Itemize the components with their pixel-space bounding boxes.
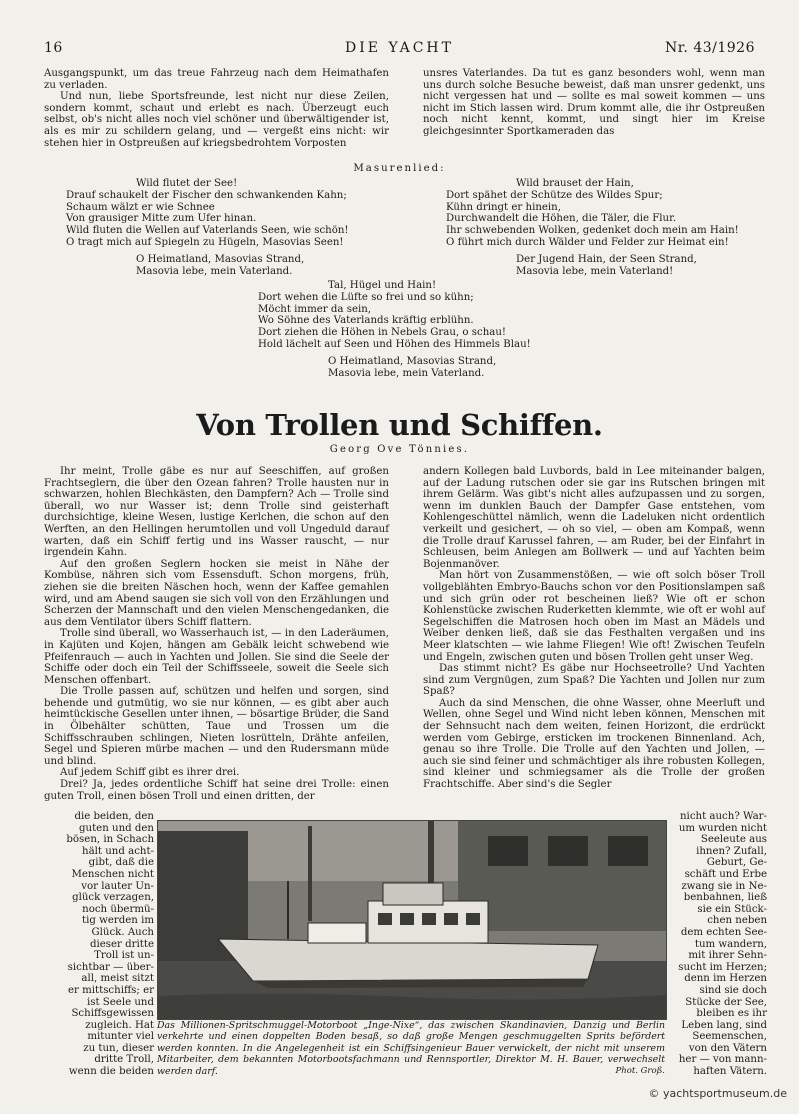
text-line: her — von mann- (678, 1054, 767, 1066)
paragraph: Auch da sind Menschen, die ohne Wasser, ohne Meerluft und Wellen, ohne Segel und Wind nicht leben können, Menschen mit der Sehnsucht nach dem weiten, feinen Horizont, die erdrückt werden vom Gebirge, ersticken im trockenen Binnenland. Ach, genau so ihre Trolle. Die Trolle auf den Yachten und Jollen, — auch sie sind feiner und schmächtiger als ihre robusten Kollegen, sind kleiner und schmiegsamer als die Trolle der großen Frachtschiffe. Aber sind's die Segler (423, 697, 765, 791)
text-line: all, meist sitzt (81, 973, 154, 985)
poem-line: Kühn dringt er hinein, (446, 201, 561, 213)
article-title: Von Trollen und Schiffen. (196, 408, 603, 442)
paragraph: Und nun, liebe Sportsfreunde, lest nicht nur diese Zeilen, sondern kommt, schaut und erlebt es nach. Überzeugt euch selbst, ob's nicht alles noch viel schöner und überwältigender ist, als es mir zu schildern gelang, und — vergeßt eins nicht: wir stehen hier in Ostpreußen auf kriegsbedrohtem Vorposten (44, 91, 389, 149)
text-line: schäft und Erbe (684, 868, 767, 880)
text-line: von den Vätern (688, 1042, 767, 1054)
poem-refrain: O Heimatland, Masovias Strand, (136, 253, 305, 265)
text-line: noch übermü- (82, 903, 154, 915)
poem-line: O tragt mich auf Spiegeln zu Hügeln, Masovias Seen! (66, 236, 344, 248)
poem-line: Von grausiger Mitte zum Ufer hinan. (66, 213, 257, 225)
text-line: sie ein Stück- (697, 903, 767, 915)
paragraph: Man hört von Zusammenstößen, — wie oft solch böser Troll vollgeblähten Embryo-Bauchs schon vor den Positionslampen saß und sich grün oder rot bescheinen ließ? Wie oft er schon Kohlenstücke zwischen Ruderketten klemmte, wie oft er wohl auf Segelschiffen die Matrosen hoch oben im Mast an Mädels und Weiber denken ließ, daß sie das Festhalten vergaßen und ins Meer klatschten — wie lahme Fliegen! Wie oft! Zwischen Teufeln und Engeln, zwischen guten und bösen Trollen geht unser Weg. (423, 570, 765, 663)
poem-line: Durchwandelt die Höhen, die Täler, die Flur. (446, 213, 677, 225)
article-right-column (423, 466, 765, 791)
text-line: Seeleute aus (700, 834, 767, 846)
text-line: mitunter viel (87, 1031, 154, 1043)
article-left-column (44, 466, 389, 802)
text-line: um wurden nicht (678, 822, 767, 834)
article-byline: Georg Ove Tönnies. (329, 444, 470, 455)
text-line: er mittschiffs; er (67, 984, 154, 996)
paragraph: andern Kollegen bald Luvbords, bald in Lee miteinander balgen, auf der Ladung rutschen oder sie gar ins Rutschen bringen mit ihrem Gelärm. Was gibt's nicht alles aufzupassen und zu sorgen, wenn im dunklen Bauch der Dampfer Gase entstehen, vom Kohlengeschüttel nämlich, wenn die Ladeluken nicht ordentlich verkeilt und gesichert, — oh so viel, — oben am Kompaß, wenn die Trolle drauf Karussel fahren, — am Ruder, bei der Einfahrt in Schleusen, beim Anlegen am Bollwerk — und auf Yachten beim Bojenmanöver. (423, 466, 765, 570)
intro-left (44, 68, 389, 149)
paragraph: Drei? Ja, jedes ordentliche Schiff hat seine drei Trolle: einen guten Troll, einen bösen Troll und einen dritten, der (44, 779, 389, 802)
paragraph: Ausgangspunkt, um das treue Fahrzeug nach dem Heimathafen zu verladen. (44, 68, 389, 91)
paragraph: Das stimmt nicht? Es gäbe nur Hochseetrolle? Und Yachten sind zum Vergnügen, zum Spaß? Die Yachten und Jollen nur zum Spaß? (423, 663, 765, 698)
text-line: denn im Herzen (684, 973, 767, 985)
text-line: zugleich. Hat (85, 1019, 154, 1031)
paragraph: unsres Vaterlandes. Da tut es ganz besonders wohl, wenn man uns durch solche Besuche beweist, daß man unsrer gedenkt, uns nicht vergessen hat und — sollte es mal soweit kommen — uns nicht im Stich lassen wird. Drum kommt alle, die ihr Ostpreußen noch nicht kennt, kommt, und singt hier im Kreise gleichgesinnter Sportkameraden das (423, 68, 765, 137)
text-line: Geburt, Ge- (706, 857, 767, 869)
paragraph: Auf den großen Seglern hocken sie meist in Nähe der Kombüse, nähren sich vom Essensduft. Schon morgens, früh, ziehen sie die breiten Näschen hoch, wenn der Kaffee gemahlen wird, und am Abend saugen sie sich voll von den Erzählungen und Scherzen der Mannschaft und den vielen Menschengedanken, die aus dem Ventilator übers Schiff flattern. (44, 558, 389, 628)
text-line: die beiden, den (74, 811, 154, 822)
text-line: vor lauter Un- (81, 880, 154, 892)
poem-refrain: Der Jugend Hain, der Seen Strand, (516, 253, 697, 265)
poem-stanza-left (66, 178, 349, 277)
intro-right (423, 68, 765, 138)
text-line: guten und den (79, 822, 154, 834)
article-left-narrow (44, 811, 154, 1078)
text-line: zwang sie in Ne- (681, 880, 767, 892)
poem-refrain: Masovia lebe, mein Vaterland. (328, 367, 485, 379)
text-line: bleiben es ihr (696, 1008, 767, 1020)
poem-refrain: O Heimatland, Masovias Strand, (328, 355, 497, 367)
poem-line: Wild flutet der See! (136, 178, 238, 189)
page-title: DIE YACHT (345, 40, 454, 56)
text-line: dem echten See- (680, 926, 767, 938)
poem-line: Dort wehen die Lüfte so frei und so kühn; (258, 291, 474, 303)
poem-line: Wild brauset der Hain, (516, 178, 634, 189)
text-line: sichtbar — über- (67, 961, 154, 973)
poem-line: Tal, Hügel und Hain! (328, 280, 437, 291)
poem-title: Masurenlied: (353, 163, 446, 174)
poem-line: Ihr schwebenden Wolken, gedenket doch mein am Hain! (446, 225, 739, 237)
text-line: haften Vätern. (693, 1066, 767, 1078)
text-line: dieser dritte (89, 938, 154, 950)
text-line: mit ihrer Sehn- (688, 950, 767, 962)
text-line: glück verzagen, (72, 892, 154, 904)
poem-line: Drauf schaukelt der Fischer den schwankenden Kahn; (66, 189, 347, 201)
text-line: bösen, in Schach (66, 834, 154, 846)
paragraph: Auf jedem Schiff gibt es ihrer drei. (60, 767, 240, 779)
poem-line: Dort spähet der Schütze des Wildes Spur; (446, 189, 663, 201)
text-line: hält und acht- (82, 845, 154, 857)
text-line: Schiffsgewissen (71, 1008, 154, 1020)
poem-line: Schaum wälzt er wie Schnee (66, 201, 215, 213)
text-line: zu tun, dieser (83, 1042, 154, 1054)
photo-caption (157, 1020, 665, 1077)
poem-line: Wild fluten die Wellen auf Vaterlands Seen, wie schön! (66, 225, 349, 237)
paragraph: Trolle sind überall, wo Wasserhauch ist, — in den Laderäumen, in Kajüten und Kojen, hängen am Gebälk leicht schwebend wie Pfeifenrauch — auch in Yachten und Jollen. Sie sind die Seele der Schiffe oder doch ein Teil der Schiffsseele, soweit die Seele sich Menschen offenbart. (44, 628, 389, 686)
text-line: tig werden im (82, 915, 154, 927)
poem-line: O führt mich durch Wälder und Felder zur Heimat ein! (446, 236, 729, 248)
poem-line: Dort ziehen die Höhen in Nebels Grau, o schau! (258, 327, 506, 339)
poem-stanza-right (446, 178, 739, 277)
text-line: sucht im Herzen; (678, 961, 767, 973)
text-line: sind sie doch (699, 984, 767, 996)
text-line: ist Seele und (86, 996, 154, 1008)
text-line: wenn die beiden (68, 1066, 154, 1078)
watermark: © yachtsportmuseum.de (648, 1087, 787, 1100)
paragraph: Die Trolle passen auf, schützen und helfen und sorgen, sind behende und gutmütig, wo sie nur können, — es gibt aber auch heimtückische Gesellen unter ihnen, — bösartige Brüder, die Sand in Ölbehälter schütten, Taue und Trossen um die Schiffsschrauben schlingen, Nieten losrütteln, Drähte anfeilen, Segel und Spieren mürbe machen — und den Rudersmann müde und blind. (44, 686, 389, 767)
text-line: Seemenschen, (692, 1031, 767, 1043)
caption-text: Das Millionen-Spritschmuggel-Motorboot „Inge-Nixe“, das zwischen Skandinavien, Danzig und Berlin verkehrte und einen doppelten Boden besaß, so daß große Mengen geschmuggelten Sprits befördert werden konnten. In die Angelegenheit ist ein Schiffsingenieur Bauer verwickelt, der nicht mit unserem Mitarbeiter, dem bekannten Motorbootsfachmann und Rennsportler, Direktor M. H. Bauer, verwechselt werden darf. (157, 1020, 665, 1077)
text-line: Troll ist un- (94, 950, 154, 962)
text-line: gibt, daß die (88, 857, 154, 869)
text-line: dritte Troll, (94, 1054, 154, 1066)
text-line: Glück. Auch (91, 926, 154, 938)
poem-line: Hold lächelt auf Seen und Höhen des Himmels Blau! (258, 338, 531, 350)
article-right-narrow (669, 811, 767, 1078)
page-number: 16 (44, 40, 63, 56)
photo-credit: Phot. Groß. (615, 1065, 665, 1076)
text-line: ihnen? Zufall, (696, 845, 767, 857)
motorboat-photo (157, 820, 667, 1020)
text-line: Menschen nicht (71, 868, 154, 880)
text-line: chen neben (707, 915, 767, 927)
motorboat-illustration (158, 821, 666, 1019)
text-line: benbahnen, ließ (683, 892, 767, 904)
text-line: nicht auch? War- (680, 811, 767, 822)
text-line: Leben lang, sind (681, 1019, 767, 1031)
text-line: Stücke der See, (685, 996, 767, 1008)
poem-stanza-center (258, 280, 531, 379)
poem-line: Möcht immer da sein, (258, 303, 372, 315)
paragraph: Ihr meint, Trolle gäbe es nur auf Seeschiffen, auf großen Frachtseglern, die über den Ozean fahren? Trolle hausten nur in schwarzen, hohlen Blechkästen, den Dampfern? Ach — Trolle sind überall, wo nur Wasser ist; denn Trolle sind geisterhaft durchsichtige, kleine Wesen, lustige Kerlchen, die schon auf den Werften, an den Hellingen herumtollen und voll Ungeduld darauf warten, daß ein Schiff fertig und ins Wasser rauscht, — nur irgendein Kahn. (44, 466, 389, 559)
poem-refrain: Masovia lebe, mein Vaterland. (136, 265, 293, 277)
poem-line: Wo Söhne des Vaterlands kräftig erblühn. (258, 315, 474, 327)
poem-refrain: Masovia lebe, mein Vaterland! (516, 265, 674, 277)
issue-number: Nr. 43/1926 (665, 40, 755, 56)
text-line: tum wandern, (694, 938, 767, 950)
